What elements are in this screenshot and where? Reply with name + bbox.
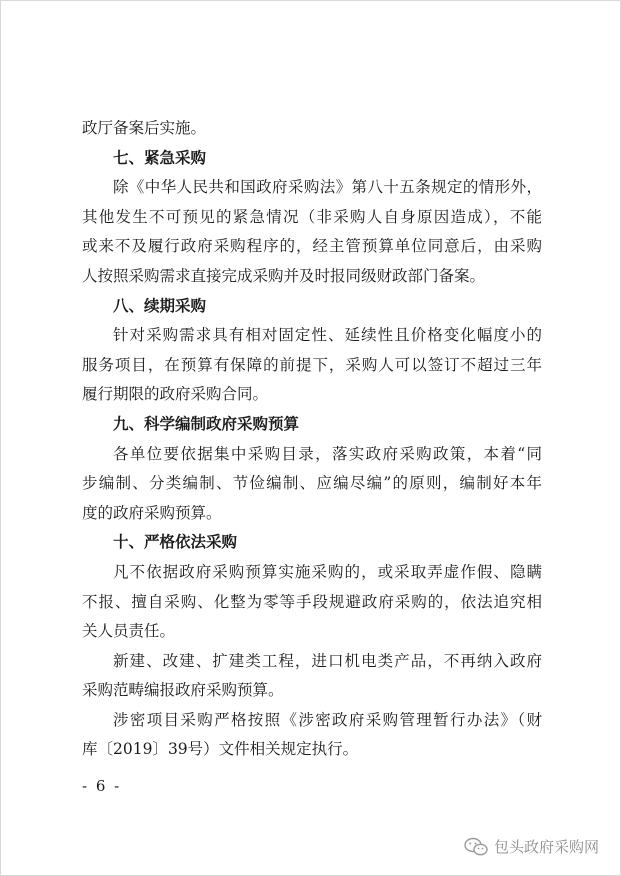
- paragraph-line: 除《中华人民共和国政府采购法》第八十五条规定的情形外，: [113, 178, 542, 197]
- paragraph-line: 涉密项目采购严格按照《涉密政府采购管理暂行办法》（财: [113, 710, 542, 729]
- paragraph-line: 服务项目，在预算有保障的前提下，采购人可以签订不超过三年: [82, 355, 542, 374]
- paragraph-line: 或来不及履行政府采购程序的，经主管预算单位同意后，由采购: [82, 237, 542, 256]
- paragraph-line: 不报、擅自采购、化整为零等手段规避政府采购的，依法追究相: [82, 592, 542, 611]
- watermark: [464, 836, 599, 857]
- paragraph-line: 其他发生不可预见的紧急情况（非采购人自身原因造成），不能: [82, 207, 542, 226]
- document-body: [82, 114, 542, 765]
- paragraph-line: 针对采购需求具有相对固定性、延续性且价格变化幅度小的: [113, 326, 542, 345]
- paragraph-line: 政厅备案后实施。: [82, 119, 207, 137]
- paragraph-line: 人按照采购需求直接完成采购并及时报同级财政部门备案。: [82, 266, 486, 285]
- section-heading: 八、续期采购: [113, 296, 207, 315]
- paragraph-line: 各单位要依据集中采购目录，落实政府采购政策，本着“同: [113, 444, 542, 463]
- paragraph-line: 关人员责任。: [82, 622, 176, 641]
- section-heading: 十、严格依法采购: [113, 533, 238, 552]
- paragraph-line: 步编制、分类编制、节俭编制、应编尽编”的原则，编制好本年: [82, 474, 542, 493]
- page-number: - 6 -: [82, 777, 122, 795]
- watermark-text: 包头政府采购网: [493, 838, 599, 856]
- paragraph-line: 履行期限的政府采购合同。: [82, 385, 269, 404]
- section-heading: 七、紧急采购: [113, 148, 207, 167]
- paragraph-line: 库〔2019〕39号）文件相关规定执行。: [82, 740, 359, 759]
- paragraph-line: 采购范畴编报政府采购预算。: [82, 681, 284, 700]
- wechat-icon: [464, 837, 488, 857]
- paragraph-line: 凡不依据政府采购预算实施采购的，或采取弄虚作假、隐瞒: [113, 562, 542, 581]
- section-heading: 九、科学编制政府采购预算: [113, 414, 300, 433]
- paragraph-line: 新建、改建、扩建类工程，进口机电类产品，不再纳入政府: [113, 651, 542, 670]
- paragraph-line: 度的政府采购预算。: [82, 503, 222, 522]
